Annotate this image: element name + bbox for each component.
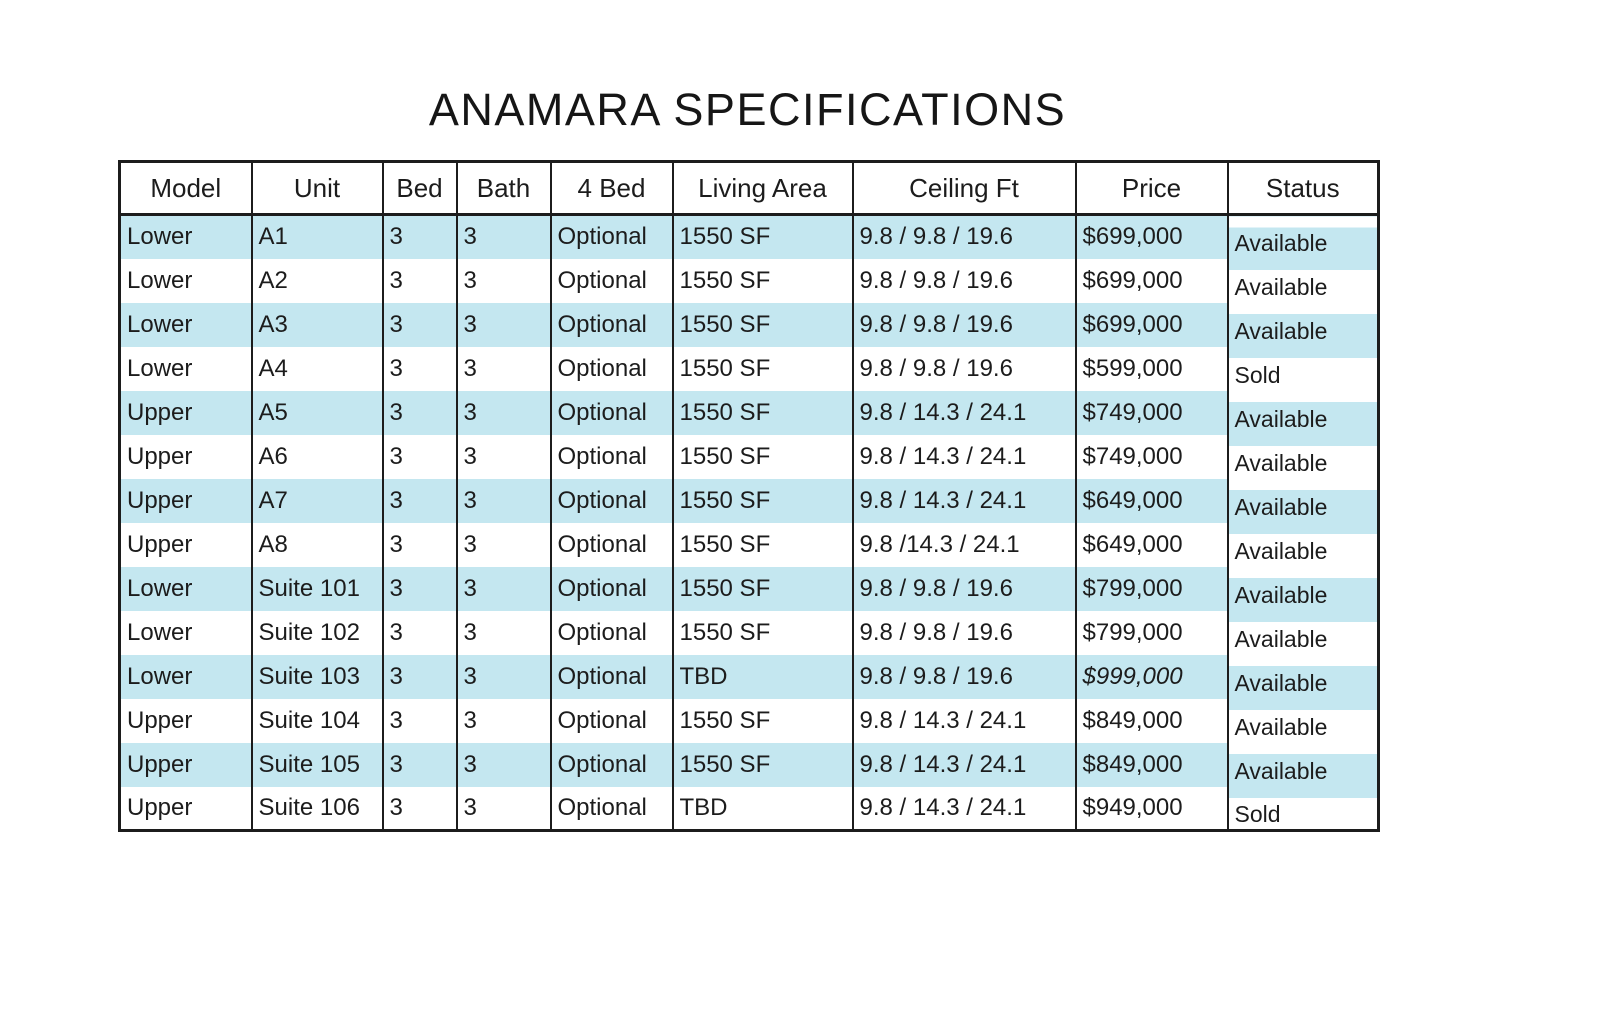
table-row <box>120 347 1379 391</box>
cell-price: $849,000 <box>1076 699 1228 743</box>
cell-living-area: 1550 SF <box>673 435 853 479</box>
cell-4bed: Optional <box>551 567 673 611</box>
cell-4bed: Optional <box>551 523 673 567</box>
cell-model: Upper <box>120 435 252 479</box>
cell-bed: 3 <box>383 435 457 479</box>
cell-living-area: 1550 SF <box>673 215 853 259</box>
cell-bed: 3 <box>383 611 457 655</box>
cell-bed: 3 <box>383 347 457 391</box>
cell-living-area: 1550 SF <box>673 743 853 787</box>
table-row <box>120 259 1379 303</box>
cell-bath: 3 <box>457 391 551 435</box>
cell-price: $599,000 <box>1076 347 1228 391</box>
table-row <box>120 435 1379 479</box>
col-header-unit: Unit <box>252 162 383 215</box>
cell-model: Lower <box>120 655 252 699</box>
cell-bath: 3 <box>457 215 551 259</box>
cell-living-area: 1550 SF <box>673 259 853 303</box>
cell-price: $999,000 <box>1076 655 1228 699</box>
cell-model: Upper <box>120 787 252 831</box>
cell-model: Lower <box>120 215 252 259</box>
cell-price: $749,000 <box>1076 391 1228 435</box>
cell-living-area: 1550 SF <box>673 479 853 523</box>
cell-living-area: 1550 SF <box>673 391 853 435</box>
col-header-bed: Bed <box>383 162 457 215</box>
cell-model: Upper <box>120 699 252 743</box>
cell-ceiling-ft: 9.8 / 9.8 / 19.6 <box>853 303 1076 347</box>
cell-bed: 3 <box>383 523 457 567</box>
cell-status: Available <box>1228 699 1379 743</box>
cell-status: Available <box>1228 479 1379 523</box>
col-header-ceiling-ft: Ceiling Ft <box>853 162 1076 215</box>
cell-bath: 3 <box>457 655 551 699</box>
cell-bath: 3 <box>457 743 551 787</box>
cell-unit: A2 <box>252 259 383 303</box>
cell-ceiling-ft: 9.8 / 9.8 / 19.6 <box>853 215 1076 259</box>
cell-status: Sold <box>1228 787 1379 831</box>
cell-ceiling-ft: 9.8 /14.3 / 24.1 <box>853 523 1076 567</box>
cell-ceiling-ft: 9.8 / 14.3 / 24.1 <box>853 391 1076 435</box>
cell-model: Upper <box>120 523 252 567</box>
cell-model: Upper <box>120 479 252 523</box>
cell-bed: 3 <box>383 655 457 699</box>
cell-model: Upper <box>120 743 252 787</box>
cell-unit: Suite 106 <box>252 787 383 831</box>
cell-4bed: Optional <box>551 303 673 347</box>
cell-model: Lower <box>120 259 252 303</box>
cell-living-area: TBD <box>673 787 853 831</box>
table-row <box>120 303 1379 347</box>
cell-ceiling-ft: 9.8 / 9.8 / 19.6 <box>853 347 1076 391</box>
cell-unit: A4 <box>252 347 383 391</box>
cell-ceiling-ft: 9.8 / 14.3 / 24.1 <box>853 479 1076 523</box>
table-row <box>120 523 1379 567</box>
cell-status: Available <box>1228 215 1379 259</box>
cell-unit: A1 <box>252 215 383 259</box>
table-row <box>120 743 1379 787</box>
cell-bed: 3 <box>383 699 457 743</box>
col-header-4bed: 4 Bed <box>551 162 673 215</box>
cell-4bed: Optional <box>551 435 673 479</box>
cell-4bed: Optional <box>551 479 673 523</box>
col-header-status: Status <box>1228 162 1379 215</box>
cell-ceiling-ft: 9.8 / 9.8 / 19.6 <box>853 611 1076 655</box>
table-row <box>120 787 1379 831</box>
table-row <box>120 567 1379 611</box>
cell-status: Available <box>1228 435 1379 479</box>
cell-4bed: Optional <box>551 259 673 303</box>
page-title: ANAMARA SPECIFICATIONS <box>428 84 1067 135</box>
cell-unit: A8 <box>252 523 383 567</box>
table-row <box>120 215 1379 259</box>
cell-status: Available <box>1228 303 1379 347</box>
cell-ceiling-ft: 9.8 / 14.3 / 24.1 <box>853 743 1076 787</box>
cell-price: $849,000 <box>1076 743 1228 787</box>
cell-model: Lower <box>120 611 252 655</box>
table-row <box>120 655 1379 699</box>
cell-bath: 3 <box>457 259 551 303</box>
cell-price: $649,000 <box>1076 523 1228 567</box>
cell-living-area: 1550 SF <box>673 523 853 567</box>
cell-4bed: Optional <box>551 611 673 655</box>
cell-bath: 3 <box>457 479 551 523</box>
cell-model: Lower <box>120 567 252 611</box>
cell-unit: A7 <box>252 479 383 523</box>
cell-unit: A6 <box>252 435 383 479</box>
cell-bed: 3 <box>383 787 457 831</box>
cell-price: $699,000 <box>1076 215 1228 259</box>
cell-bath: 3 <box>457 435 551 479</box>
col-header-model: Model <box>120 162 252 215</box>
cell-bed: 3 <box>383 215 457 259</box>
cell-price: $949,000 <box>1076 787 1228 831</box>
cell-ceiling-ft: 9.8 / 14.3 / 24.1 <box>853 435 1076 479</box>
cell-unit: A3 <box>252 303 383 347</box>
cell-bed: 3 <box>383 391 457 435</box>
cell-living-area: 1550 SF <box>673 347 853 391</box>
cell-4bed: Optional <box>551 699 673 743</box>
cell-price: $799,000 <box>1076 611 1228 655</box>
cell-unit: A5 <box>252 391 383 435</box>
cell-living-area: TBD <box>673 655 853 699</box>
cell-unit: Suite 102 <box>252 611 383 655</box>
cell-bed: 3 <box>383 479 457 523</box>
cell-model: Upper <box>120 391 252 435</box>
cell-status: Available <box>1228 391 1379 435</box>
cell-living-area: 1550 SF <box>673 611 853 655</box>
cell-status: Available <box>1228 655 1379 699</box>
cell-4bed: Optional <box>551 787 673 831</box>
cell-unit: Suite 103 <box>252 655 383 699</box>
cell-price: $699,000 <box>1076 259 1228 303</box>
cell-bath: 3 <box>457 567 551 611</box>
cell-4bed: Optional <box>551 215 673 259</box>
col-header-bath: Bath <box>457 162 551 215</box>
cell-4bed: Optional <box>551 655 673 699</box>
cell-status: Available <box>1228 743 1379 787</box>
col-header-price: Price <box>1076 162 1228 215</box>
cell-living-area: 1550 SF <box>673 699 853 743</box>
cell-status: Available <box>1228 567 1379 611</box>
cell-price: $749,000 <box>1076 435 1228 479</box>
cell-bath: 3 <box>457 523 551 567</box>
cell-bath: 3 <box>457 303 551 347</box>
cell-4bed: Optional <box>551 347 673 391</box>
cell-unit: Suite 101 <box>252 567 383 611</box>
cell-price: $649,000 <box>1076 479 1228 523</box>
cell-bed: 3 <box>383 743 457 787</box>
cell-model: Lower <box>120 347 252 391</box>
table-row <box>120 611 1379 655</box>
cell-bath: 3 <box>457 611 551 655</box>
cell-price: $699,000 <box>1076 303 1228 347</box>
cell-unit: Suite 104 <box>252 699 383 743</box>
table-row <box>120 391 1379 435</box>
cell-bed: 3 <box>383 567 457 611</box>
cell-bath: 3 <box>457 347 551 391</box>
specifications-table <box>118 160 1380 832</box>
cell-model: Lower <box>120 303 252 347</box>
cell-ceiling-ft: 9.8 / 14.3 / 24.1 <box>853 699 1076 743</box>
table-header-row <box>120 162 1379 215</box>
cell-living-area: 1550 SF <box>673 303 853 347</box>
cell-4bed: Optional <box>551 391 673 435</box>
cell-bath: 3 <box>457 787 551 831</box>
cell-ceiling-ft: 9.8 / 9.8 / 19.6 <box>853 259 1076 303</box>
cell-4bed: Optional <box>551 743 673 787</box>
cell-bath: 3 <box>457 699 551 743</box>
cell-unit: Suite 105 <box>252 743 383 787</box>
table-row <box>120 479 1379 523</box>
cell-bed: 3 <box>383 259 457 303</box>
cell-ceiling-ft: 9.8 / 14.3 / 24.1 <box>853 787 1076 831</box>
col-header-living-area: Living Area <box>673 162 853 215</box>
cell-ceiling-ft: 9.8 / 9.8 / 19.6 <box>853 567 1076 611</box>
cell-status: Available <box>1228 259 1379 303</box>
cell-status: Available <box>1228 611 1379 655</box>
cell-price: $799,000 <box>1076 567 1228 611</box>
table-row <box>120 699 1379 743</box>
cell-status: Sold <box>1228 347 1379 391</box>
cell-status: Available <box>1228 523 1379 567</box>
cell-ceiling-ft: 9.8 / 9.8 / 19.6 <box>853 655 1076 699</box>
cell-living-area: 1550 SF <box>673 567 853 611</box>
cell-bed: 3 <box>383 303 457 347</box>
